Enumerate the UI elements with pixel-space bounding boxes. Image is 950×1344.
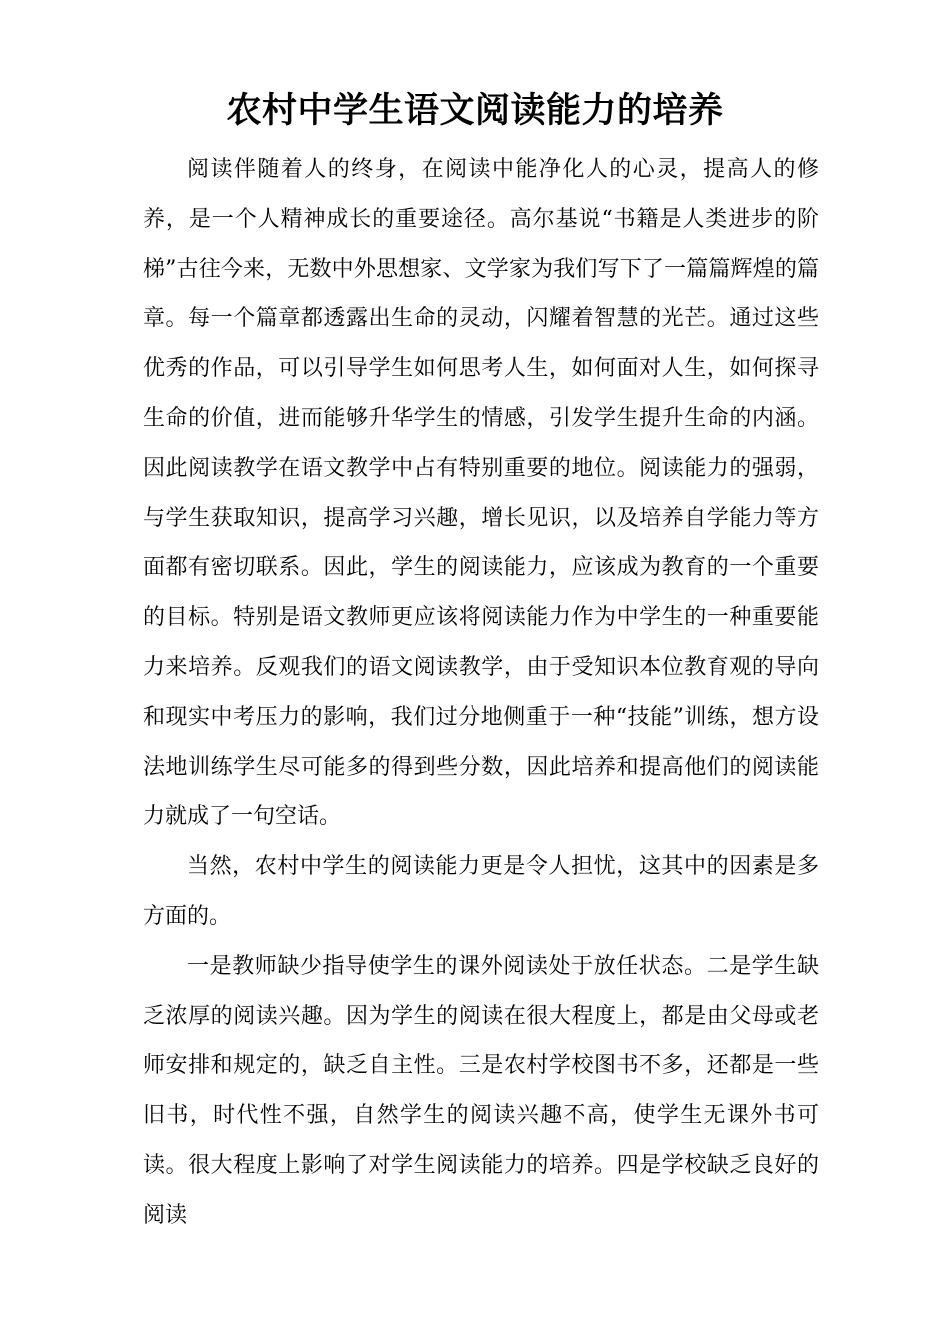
paragraph-3: 一是教师缺少指导使学生的课外阅读处于放任状态。二是学生缺乏浓厚的阅读兴趣。因为学生的阅读在很大程度上，都是由父母或老师安排和规定的，缺乏自主性。三是农村学校图书不多，还都是一些旧书，时代性不强，自然学生的阅读兴趣不高，使学生无课外书可读。很大程度上影响了对学生阅读能力的培养。四是学校缺乏良好的阅读 [143,953,819,1228]
paragraph-1: 阅读伴随着人的终身，在阅读中能净化人的心灵，提高人的修养，是一个人精神成长的重要途径。高尔基说“书籍是人类进步的阶梯”古往今来，无数中外思想家、文学家为我们写下了一篇篇辉煌的篇章。每一个篇章都透露出生命的灵动，闪耀着智慧的光芒。通过这些优秀的作品，可以引导学生如何思考人生，如何面对人生，如何探寻生命的价值，进而能够升华学生的情感，引发学生提升生命的内涵。因此阅读教学在语文教学中占有特别重要的地位。阅读能力的强弱，与学生获取知识，提高学习兴趣，增长见识，以及培养自学能力等方面都有密切联系。因此，学生的阅读能力，应该成为教育的一个重要的目标。特别是语文教师更应该将阅读能力作为中学生的一种重要能力来培养。反观我们的语文阅读教学，由于受知识本位教育观的导向和现实中考压力的影响，我们过分地侧重于一种“技能”训练，想方设法地训练学生尽可能多的得到些分数，因此培养和提高他们的阅读能力就成了一句空话。 [143,157,819,830]
document-body [143,145,819,1241]
document-title: 农村中学生语文阅读能力的培养 [226,90,724,131]
paragraph-2: 当然，农村中学生的阅读能力更是令人担忧，这其中的因素是多方面的。 [143,854,819,929]
